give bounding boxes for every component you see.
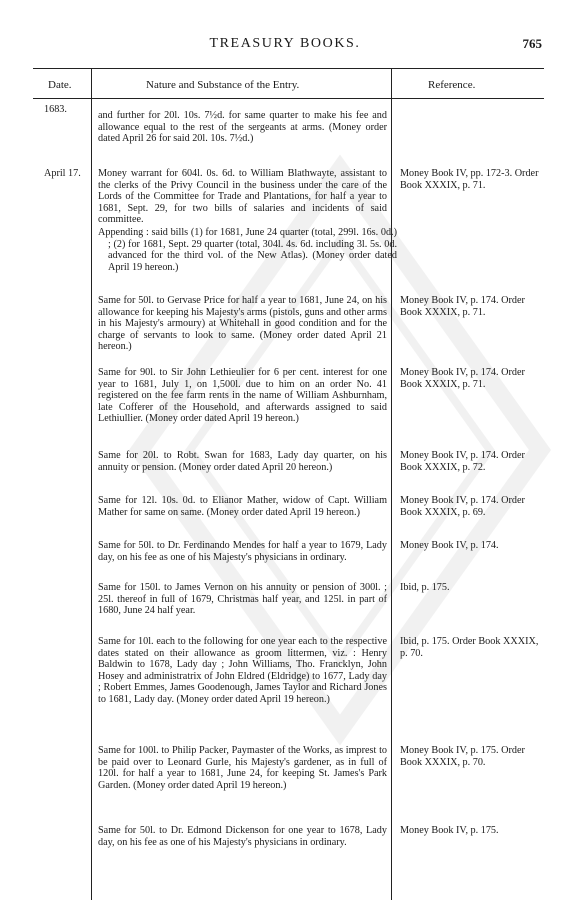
column-header-reference: Reference. xyxy=(428,79,476,91)
entry-text: Same for 10l. each to the following for one year each to the respective dates stated on their allowance as groom littermen, viz. : Henry Baldwin to 1678, Lady day ; John Williams, Tho. Francklyn, John Hosey and administratrix of John Eldred (Eldridge) to 1677, Lady day ; Robert Emmes, James Goodenough, James Taylor and Richard Jones to 1681, Lady day. (Money order dated April 19 hereon.) xyxy=(98,636,387,705)
table-header-rule xyxy=(33,98,544,99)
entry-reference: Money Book IV, p. 174. Order Book XXXIX, p. 71. xyxy=(400,367,525,390)
entry-text: Same for 50l. to Gervase Price for half a year to 1681, June 24, on his allowance for keeping his Majesty's arms (pistols, guns and other arms in his Majesty's armoury) at Whitehall in good condition and for the charge of servants to look to same. (Money order dated April 21 hereon.) xyxy=(98,295,387,353)
page-number: 765 xyxy=(522,36,542,51)
entry-text: Same for 150l. to James Vernon on his annuity or pension of 300l. ; 25l. thereof in full of 1679, Christmas half year, and 125l. in part of 1680, June 24 half year. xyxy=(98,582,387,617)
entry-appending: Appending : said bills (1) for 1681, June 24 quarter (total, 299l. 16s. 0d.) ; (2) for 1681, Sept. 29 quarter (total, 304l. 4s. 6d. including 3l. 5s. 0d. advanced for the third vol. of the New Atlas). (Money order dated April 19 hereon.) xyxy=(98,227,397,273)
running-title: TREASURY BOOKS. xyxy=(209,36,361,51)
entry-text: Same for 50l. to Dr. Edmond Dickenson for one year to 1678, Lady day, on his fee as one of his Majesty's physicians in ordinary. xyxy=(98,825,387,848)
column-header-entry: Nature and Substance of the Entry. xyxy=(146,79,300,91)
entry-reference: Money Book IV, p. 175. xyxy=(400,825,499,836)
entry-reference: Money Book IV, p. 174. Order Book XXXIX, p. 72. xyxy=(400,450,525,473)
entry-text: Same for 50l. to Dr. Ferdinando Mendes for half a year to 1679, Lady day, on his fee as one of his Majesty's physicians in ordinary. xyxy=(98,540,387,563)
column-divider-reference xyxy=(391,68,392,900)
column-header-date: Date. xyxy=(48,79,72,91)
table-top-rule xyxy=(33,68,544,69)
entry-reference: Ibid, p. 175. Order Book XXXIX, p. 70. xyxy=(400,636,539,659)
entry-text: and further for 20l. 10s. 7½d. for same quarter to make his fee and allowance equal to the rest of the sergeants at arms. (Money order dated April 26 for said 20l. 10s. 7½d.) xyxy=(98,110,387,145)
entry-text: Same for 100l. to Philip Packer, Paymaster of the Works, as imprest to be paid over to Leonard Gurle, his Majesty's gardener, as in full of 120l. for half a year to 1681, June 24, for keeping St. James's Park Garden. (Money order dated April 19 hereon.) xyxy=(98,745,387,791)
entry-reference: Money Book IV, p. 174. Order Book XXXIX, p. 71. xyxy=(400,295,525,318)
entry-text: Same for 90l. to Sir John Lethieulier for 6 per cent. interest for one year to 1681, July 1, on 1,500l. due to him on an order No. 41 registered on the fee farm rents in the name of William Ashburnham, late Cofferer of the Household, and afterwards assigned to said Lethiullier. (Money order dated April 19 hereon.) xyxy=(98,367,387,425)
entry-reference: Money Book IV, p. 174. xyxy=(400,540,499,551)
entry-text: Same for 12l. 10s. 0d. to Elianor Mather, widow of Capt. William Mather for same on same. (Money order dated April 19 hereon.) xyxy=(98,495,387,518)
entry-reference: Ibid, p. 175. xyxy=(400,582,450,593)
entry-text: Same for 20l. to Robt. Swan for 1683, Lady day quarter, on his annuity or pension. (Money order dated April 20 hereon.) xyxy=(98,450,387,473)
entry-date: 1683. xyxy=(44,104,67,115)
entry-text: Money warrant for 604l. 0s. 6d. to William Blathwayte, assistant to the clerks of the Privy Council in the business under the care of the Lords of the Committee for Trade and Plantations, for half a year to 1681, Sept. 29, for two bills of salaries and incidents of said committee. xyxy=(98,168,387,226)
entry-reference: Money Book IV, p. 175. Order Book XXXIX, p. 70. xyxy=(400,745,525,768)
entry-reference: Money Book IV, p. 174. Order Book XXXIX, p. 69. xyxy=(400,495,525,518)
entry-date: April 17. xyxy=(44,168,81,179)
entry-reference: Money Book IV, pp. 172-3. Order Book XXXIX, p. 71. xyxy=(400,168,539,191)
column-divider-date xyxy=(91,68,92,900)
